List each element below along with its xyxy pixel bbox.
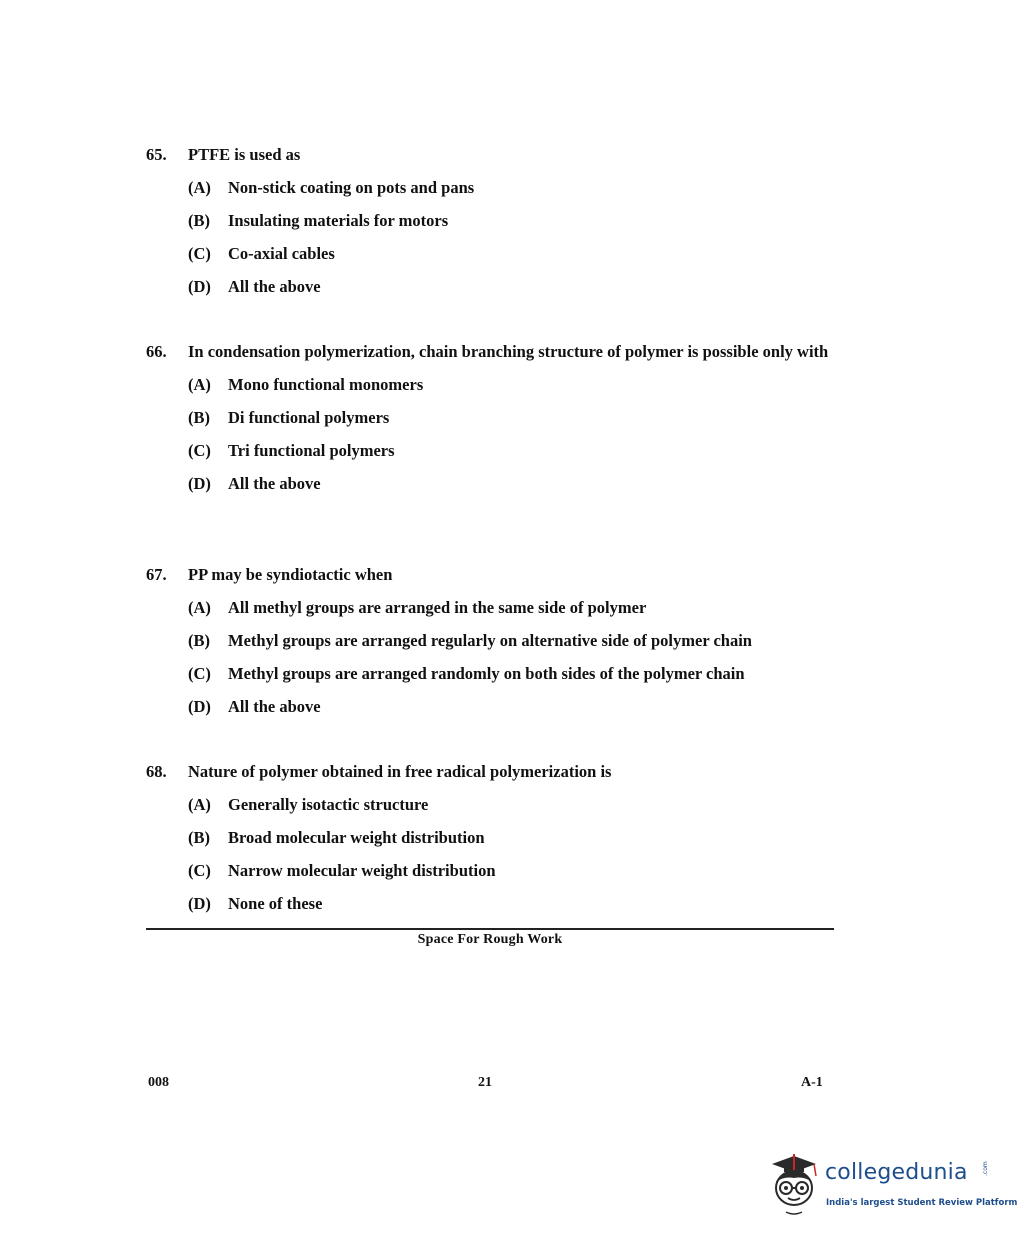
option-a: [188, 792, 836, 825]
question-text: Nature of polymer obtained in free radical polymerization is: [188, 762, 612, 781]
option-b: [188, 628, 836, 661]
page-number: 21: [478, 1075, 492, 1090]
option-letter: (B): [188, 828, 210, 847]
divider-rule: [146, 928, 834, 930]
option-letter: (C): [188, 861, 211, 880]
question-text: PP may be syndiotactic when: [188, 565, 393, 584]
option-text: Insulating materials for motors: [228, 211, 449, 230]
option-d: [188, 694, 836, 727]
option-c: [188, 858, 836, 891]
option-text: All methyl groups are arranged in the same side of polymer: [228, 598, 647, 617]
option-c: [188, 438, 836, 471]
option-d: [188, 274, 836, 307]
option-text: Non-stick coating on pots and pans: [228, 178, 475, 197]
series-code: A-1: [801, 1075, 823, 1090]
option-letter: (D): [188, 894, 211, 913]
option-letter: (C): [188, 244, 211, 263]
option-text: Broad molecular weight distribution: [228, 828, 485, 847]
option-letter: (A): [188, 178, 211, 197]
question-stem: [146, 759, 836, 785]
option-a: [188, 372, 836, 405]
option-letter: (D): [188, 697, 211, 716]
brand-name: collegedunia: [825, 1160, 968, 1185]
question-68: [146, 759, 836, 924]
option-text: Tri functional polymers: [228, 441, 395, 460]
question-67: [146, 562, 836, 727]
option-b: [188, 405, 836, 438]
mascot-logo-icon: [764, 1150, 824, 1220]
question-stem: [146, 562, 836, 588]
question-number: 68.: [146, 762, 167, 781]
option-text: All the above: [228, 277, 321, 296]
option-d: [188, 471, 836, 504]
option-d: [188, 891, 836, 924]
option-letter: (A): [188, 598, 211, 617]
question-text: In condensation polymerization, chain branching structure of polymer is possible only with: [188, 342, 829, 361]
question-number: 65.: [146, 145, 167, 164]
option-text: None of these: [228, 894, 323, 913]
paper-code: 008: [148, 1075, 169, 1090]
option-text: Methyl groups are arranged regularly on alternative side of polymer chain: [228, 631, 752, 650]
option-b: [188, 208, 836, 241]
question-65: [146, 142, 836, 307]
option-text: Narrow molecular weight distribution: [228, 861, 496, 880]
options-list: [188, 372, 836, 504]
option-a: [188, 595, 836, 628]
option-letter: (C): [188, 441, 211, 460]
option-letter: (D): [188, 474, 211, 493]
option-letter: (A): [188, 375, 211, 394]
question-66: [146, 339, 836, 504]
question-number: 67.: [146, 565, 167, 584]
option-text: Mono functional monomers: [228, 375, 424, 394]
question-stem: [146, 339, 836, 365]
option-c: [188, 661, 836, 694]
option-text: Methyl groups are arranged randomly on both sides of the polymer chain: [228, 664, 745, 683]
question-stem: [146, 142, 836, 168]
question-text: PTFE is used as: [188, 145, 301, 164]
option-text: All the above: [228, 697, 321, 716]
options-list: [188, 175, 836, 307]
options-list: [188, 595, 836, 727]
brand-tagline: India's largest Student Review Platform: [826, 1198, 1018, 1208]
question-number: 66.: [146, 342, 167, 361]
option-text: All the above: [228, 474, 321, 493]
option-letter: (B): [188, 631, 210, 650]
brand-domain-suffix: .com: [982, 1161, 989, 1176]
option-letter: (C): [188, 664, 211, 683]
brand-watermark: [764, 1150, 1018, 1220]
option-letter: (B): [188, 408, 210, 427]
option-a: [188, 175, 836, 208]
option-letter: (A): [188, 795, 211, 814]
option-text: Co-axial cables: [228, 244, 335, 263]
options-list: [188, 792, 836, 924]
option-letter: (D): [188, 277, 211, 296]
rough-work-label: Space For Rough Work: [417, 932, 563, 947]
option-b: [188, 825, 836, 858]
option-letter: (B): [188, 211, 210, 230]
option-text: Generally isotactic structure: [228, 795, 429, 814]
option-c: [188, 241, 836, 274]
option-text: Di functional polymers: [228, 408, 390, 427]
